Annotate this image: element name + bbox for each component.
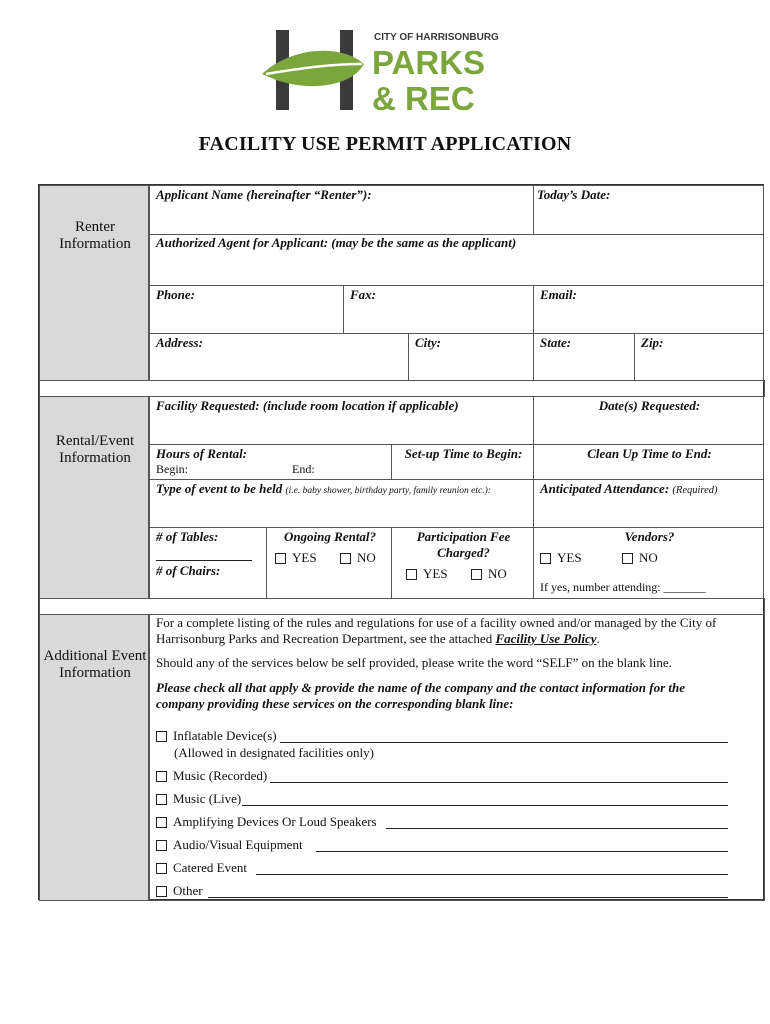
service-audio-visual[interactable] [156, 837, 303, 853]
no-label: NO [488, 566, 507, 581]
todays-date-label: Today’s Date: [537, 187, 611, 202]
dates-requested-label: Date(s) Requested: [598, 398, 701, 413]
ongoing-no-option[interactable] [340, 550, 376, 566]
facility-requested-label: Facility Requested: (include room location if applicable) [156, 398, 459, 413]
service-label: Other [173, 883, 203, 898]
setup-time-field[interactable] [391, 444, 534, 480]
service-label: Catered Event [173, 860, 247, 875]
no-label: NO [357, 550, 376, 565]
end-label: End: [292, 462, 315, 476]
cleanup-time-label: Clean Up Time to End: [587, 446, 712, 461]
zip-label: Zip: [641, 335, 664, 350]
fax-field[interactable] [343, 285, 534, 334]
service-audio-visual-line[interactable] [316, 851, 728, 852]
email-field[interactable] [533, 285, 764, 334]
participation-fee-label: Participation Fee Charged? [416, 529, 511, 560]
self-note: Should any of the services below be self provided, please write the word “SELF” on the blank line. [156, 655, 672, 670]
fee-yes-option[interactable] [406, 566, 448, 582]
renter-section-header [39, 185, 149, 381]
setup-time-label: Set-up Time to Begin: [404, 446, 523, 461]
authorized-agent-field[interactable] [149, 234, 764, 286]
checkbox-icon[interactable] [156, 817, 167, 828]
service-label: Audio/Visual Equipment [173, 837, 303, 852]
service-inflatable[interactable] [156, 728, 277, 744]
section-spacer [39, 598, 765, 615]
vendors-label: Vendors? [624, 529, 675, 544]
service-label: Music (Live) [173, 791, 242, 806]
vendors-yes-option[interactable] [540, 550, 582, 566]
logo-city-text: CITY OF HARRISONBURG [374, 32, 499, 43]
policy-intro-text: For a complete listing of the rules and regulations for use of a facility owned and/or managed by the City of Harrisonburg Parks and Recreation Department, see the attached [156, 615, 717, 646]
applicant-name-field[interactable] [149, 185, 534, 235]
rental-section-header [39, 396, 149, 599]
rental-section-label: Rental/Event Information [55, 433, 135, 466]
phone-label: Phone: [156, 287, 195, 302]
ongoing-rental-label: Ongoing Rental? [283, 529, 377, 544]
city-field[interactable] [408, 333, 534, 381]
hours-of-rental-label: Hours of Rental: [156, 446, 248, 461]
no-label: NO [639, 550, 658, 565]
checkbox-icon[interactable] [471, 569, 482, 580]
additional-section-label: Additional Event Information [43, 648, 147, 681]
service-amplifying[interactable] [156, 814, 377, 830]
anticipated-attendance-label: Anticipated Attendance: [540, 481, 670, 496]
services-instruction: Please check all that apply & provide the name of the company and the contact information for the company providing these services on the corresponding blank line: [156, 680, 686, 711]
address-label: Address: [156, 335, 203, 350]
checkbox-icon[interactable] [156, 886, 167, 897]
service-music-live[interactable] [156, 791, 241, 807]
service-amplifying-line[interactable] [386, 828, 728, 829]
ongoing-rental-field [266, 527, 392, 599]
logo-rec-text: & REC [372, 80, 475, 116]
yes-label: YES [423, 566, 448, 581]
checkbox-icon[interactable] [156, 731, 167, 742]
service-other[interactable] [156, 883, 203, 899]
authorized-agent-label: Authorized Agent for Applicant: (may be the same as the applicant) [156, 235, 517, 250]
service-music-live-line[interactable] [242, 805, 728, 806]
renter-section-label: Renter Information [59, 219, 131, 252]
type-of-event-label: Type of event to be held [156, 481, 283, 496]
yes-label: YES [557, 550, 582, 565]
yes-label: YES [292, 550, 317, 565]
vendors-number-attending[interactable]: If yes, number attending: _______ [540, 580, 706, 594]
section-spacer [39, 380, 765, 397]
vendors-field [533, 527, 764, 599]
type-of-event-field[interactable] [149, 479, 534, 528]
type-of-event-note: (i.e. baby shower, birthday party, family reunion etc.): [285, 486, 491, 496]
service-catered[interactable] [156, 860, 247, 876]
page-title: FACILITY USE PERMIT APPLICATION [198, 133, 572, 155]
type-of-event-row [156, 481, 491, 497]
tables-blank-line[interactable] [156, 560, 252, 561]
inflatable-note: (Allowed in designated facilities only) [174, 745, 375, 760]
begin-label: Begin: [156, 462, 188, 476]
parks-rec-logo [262, 26, 512, 116]
checkbox-icon[interactable] [156, 840, 167, 851]
service-other-line[interactable] [208, 897, 728, 898]
dates-requested-field[interactable] [533, 396, 764, 445]
facility-use-policy-link[interactable]: Facility Use Policy [495, 631, 597, 646]
state-field[interactable] [533, 333, 635, 381]
state-label: State: [540, 335, 572, 350]
required-note: (Required) [672, 485, 718, 496]
logo-parks-text: PARKS [372, 44, 486, 81]
tables-chairs-field[interactable] [149, 527, 267, 599]
email-label: Email: [540, 287, 577, 302]
fax-label: Fax: [350, 287, 376, 302]
additional-section-header [39, 614, 149, 901]
checkbox-icon[interactable] [340, 553, 351, 564]
chairs-label: # of Chairs: [156, 563, 221, 578]
policy-intro: For a complete listing of the rules and regulations for use of a facility owned and/or managed by the City of Harrisonburg Parks and Recreation Department, see the attached Facility Use Policy. [156, 615, 717, 646]
checkbox-icon[interactable] [406, 569, 417, 580]
checkbox-icon[interactable] [156, 771, 167, 782]
anticipated-attendance-row [540, 481, 718, 497]
service-inflatable-line[interactable] [280, 742, 728, 743]
tables-label: # of Tables: [156, 529, 219, 544]
service-music-recorded-line[interactable] [270, 782, 728, 783]
service-catered-line[interactable] [256, 874, 728, 875]
participation-fee-field [391, 527, 534, 599]
checkbox-icon[interactable] [622, 553, 633, 564]
city-label: City: [415, 335, 441, 350]
hours-of-rental-field[interactable] [149, 444, 392, 480]
service-label: Amplifying Devices Or Loud Speakers [173, 814, 377, 829]
todays-date-field[interactable] [533, 185, 764, 235]
checkbox-icon[interactable] [275, 553, 286, 564]
checkbox-icon[interactable] [156, 863, 167, 874]
permit-form [38, 184, 764, 900]
vendors-no-option[interactable] [622, 550, 658, 566]
zip-field[interactable] [634, 333, 764, 381]
service-label: Music (Recorded) [173, 768, 268, 783]
applicant-name-label: Applicant Name (hereinafter “Renter”): [156, 187, 372, 202]
service-music-recorded[interactable] [156, 768, 267, 784]
anticipated-attendance-field[interactable] [533, 479, 764, 528]
checkbox-icon[interactable] [540, 553, 551, 564]
phone-field[interactable] [149, 285, 344, 334]
ongoing-yes-option[interactable] [275, 550, 317, 566]
address-field[interactable] [149, 333, 409, 381]
facility-requested-field[interactable] [149, 396, 534, 445]
additional-info-body [149, 614, 765, 901]
cleanup-time-field[interactable] [533, 444, 764, 480]
fee-no-option[interactable] [471, 566, 507, 582]
checkbox-icon[interactable] [156, 794, 167, 805]
service-label: Inflatable Device(s) [173, 728, 277, 743]
